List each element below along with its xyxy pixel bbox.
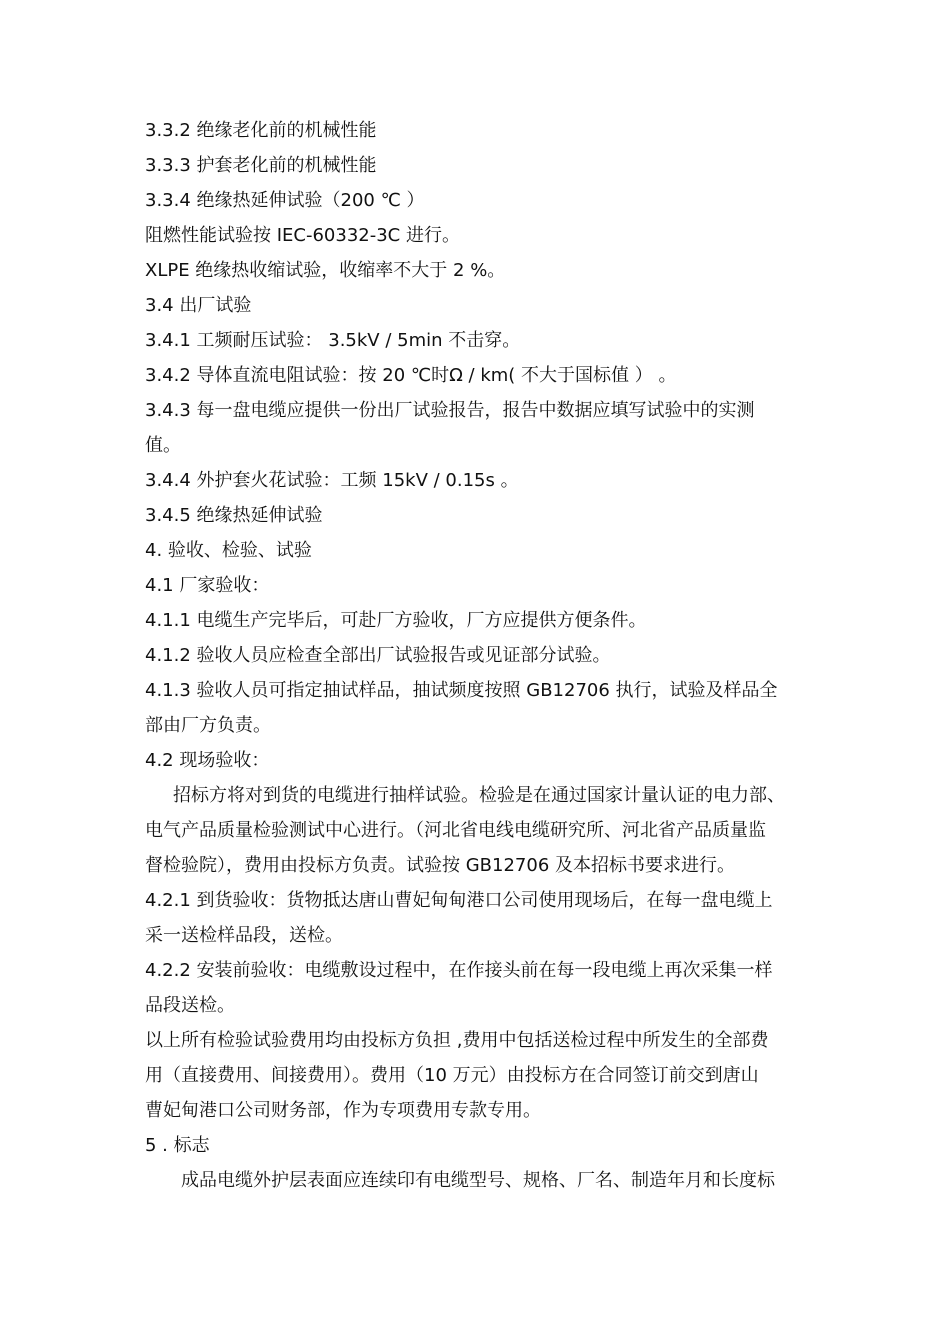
section-heading: 4.1 厂家验收： [145,575,270,596]
paragraph-line: 电气产品质量检验测试中心进行。（河北省电线电缆研究所、河北省产品质量监 [145,820,766,841]
section-heading: 4. 验收、检验、试验 [145,540,312,561]
document-body [145,113,813,1198]
text-line: 3.4.5 绝缘热延伸试验 [145,505,323,526]
section-heading: 4.2 现场验收： [145,750,270,771]
text-line: 3.3.3 护套老化前的机械性能 [145,155,377,176]
text-line: 3.4.4 外护套火花试验：工频 15kV / 0.15s 。 [145,470,519,491]
paragraph-line: 用（直接费用、间接费用）。费用（10 万元）由投标方在合同签订前交到唐山 [145,1065,759,1086]
text-line: 4.1.1 电缆生产完毕后，可赴厂方验收，厂方应提供方便条件。 [145,610,647,631]
text-line: 部由厂方负责。 [145,715,271,736]
section-heading: 5 . 标志 [145,1135,210,1156]
section-heading: 3.4 出厂试验 [145,295,252,316]
text-line: 3.4.2 导体直流电阻试验：按 20 ℃时Ω / km( 不大于国标值 ） 。 [145,365,677,386]
text-line: 4.2.1 到货验收：货物抵达唐山曹妃甸甸港口公司使用现场后，在每一盘电缆上 [145,890,773,911]
paragraph-line: 成品电缆外护层表面应连续印有电缆型号、规格、厂名、制造年月和长度标 [181,1170,775,1191]
text-line: XLPE 绝缘热收缩试验，收缩率不大于 2 %。 [145,260,506,281]
paragraph-line: 曹妃甸港口公司财务部，作为专项费用专款专用。 [145,1100,541,1121]
text-line: 3.4.3 每一盘电缆应提供一份出厂试验报告，报告中数据应填写试验中的实测 [145,400,755,421]
text-line: 3.3.4 绝缘热延伸试验（200 ℃ ） [145,190,425,211]
text-line: 阻燃性能试验按 IEC-60332-3C 进行。 [145,225,460,246]
text-line: 品段送检。 [145,995,235,1016]
text-line: 3.3.2 绝缘老化前的机械性能 [145,120,377,141]
text-line: 值。 [145,435,181,456]
text-line: 4.1.3 验收人员可指定抽试样品，抽试频度按照 GB12706 执行，试验及样品全 [145,680,778,701]
text-line: 3.4.1 工频耐压试验： 3.5kV / 5min 不击穿。 [145,330,521,351]
text-line: 4.1.2 验收人员应检查全部出厂试验报告或见证部分试验。 [145,645,611,666]
text-line: 采一送检样品段，送检。 [145,925,343,946]
paragraph-line: 招标方将对到货的电缆进行抽样试验。检验是在通过国家计量认证的电力部、 [173,785,785,806]
paragraph-line: 督检验院），费用由投标方负责。试验按 GB12706 及本招标书要求进行。 [145,855,735,876]
paragraph-line: 以上所有检验试验费用均由投标方负担 ,费用中包括送检过程中所发生的全部费 [145,1030,769,1051]
text-line: 4.2.2 安装前验收：电缆敷设过程中，在作接头前在每一段电缆上再次采集一样 [145,960,773,981]
